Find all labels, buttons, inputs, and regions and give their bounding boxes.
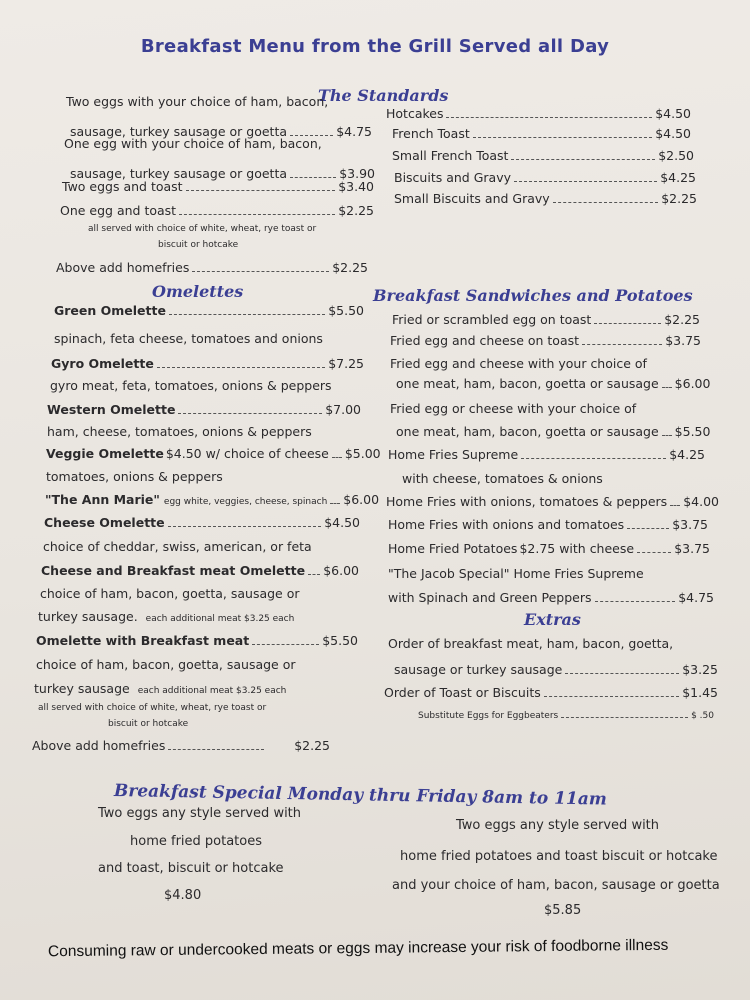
omelette-obm-price: $5.50 xyxy=(322,633,358,648)
omelette-veggie-price: $5.00 xyxy=(344,446,381,461)
omelette-cheese-price: $4.50 xyxy=(324,515,360,530)
sandwich-7-name: Home Fries with onions and tomatoes xyxy=(388,517,625,532)
leader-dots xyxy=(178,413,322,414)
standards-homefries-price: $2.25 xyxy=(332,260,368,275)
sandwich-8-row xyxy=(388,541,710,557)
standards-right-item-5 xyxy=(394,191,697,207)
special-left-price: $4.80 xyxy=(164,888,202,903)
standards-item-1-line2: sausage, turkey sausage or goetta xyxy=(70,124,288,139)
sandwich-4-row xyxy=(396,424,711,440)
omelettes-note-line1: all served with choice of white, wheat, rye toast or xyxy=(38,703,267,713)
leader-dots xyxy=(582,344,662,345)
leader-dots xyxy=(553,202,659,203)
standards-item-4-price: $2.25 xyxy=(338,203,374,218)
omelettes-homefries-row xyxy=(32,738,330,754)
sandwich-6-name: Home Fries with onions, tomatoes & peppers xyxy=(386,494,668,509)
special-heading: Breakfast Special Monday thru Friday 8am to 11am xyxy=(113,781,607,810)
omelette-cheese-desc: choice of cheddar, swiss, american, or feta xyxy=(43,539,312,554)
leader-dots xyxy=(179,214,335,215)
item-price: $2.25 xyxy=(661,191,697,206)
sandwich-9-row xyxy=(388,590,714,606)
leader-dots xyxy=(332,457,342,458)
omelette-cheese-row xyxy=(44,515,360,531)
sandwich-3-price: $6.00 xyxy=(674,376,711,391)
extra-3-name: Substitute Eggs for Eggbeaters xyxy=(418,711,559,721)
omelette-cheese-name: Cheese Omelette xyxy=(44,515,165,530)
omelettes-heading: Omelettes xyxy=(152,282,244,301)
sandwich-4-price: $5.50 xyxy=(674,424,711,439)
omelette-cbm-desc2-text: turkey sausage. xyxy=(38,609,138,624)
sandwich-2-row xyxy=(390,333,701,349)
omelette-western-row xyxy=(47,402,361,418)
item-name: Hotcakes xyxy=(386,106,444,121)
extra-1-price: $3.25 xyxy=(682,662,718,677)
sandwich-9-line1: "The Jacob Special" Home Fries Supreme xyxy=(388,566,644,581)
leader-dots xyxy=(308,574,320,575)
special-right-line3: and your choice of ham, bacon, sausage or goetta xyxy=(392,878,720,893)
sandwich-2-name: Fried egg and cheese on toast xyxy=(390,333,580,348)
omelette-gyro-name: Gyro Omelette xyxy=(51,356,154,371)
extra-1-line2: sausage or turkey sausage xyxy=(394,662,563,677)
standards-homefries-row xyxy=(56,260,368,276)
omelette-gyro-price: $7.25 xyxy=(328,356,364,371)
omelette-obm-desc2-text: turkey sausage xyxy=(34,681,130,696)
standards-item-3-name: Two eggs and toast xyxy=(62,179,183,194)
leader-dots xyxy=(157,367,325,368)
omelette-western-price: $7.00 xyxy=(325,402,361,417)
leader-dots xyxy=(595,601,676,602)
leader-dots xyxy=(565,673,679,674)
omelette-cbm-price: $6.00 xyxy=(323,563,359,578)
extras-heading: Extras xyxy=(524,610,581,629)
omelette-gyro-desc: gyro meat, feta, tomatoes, onions & peppers xyxy=(50,378,332,393)
leader-dots xyxy=(637,552,671,553)
omelette-cbm-desc2 xyxy=(38,609,294,627)
leader-dots xyxy=(670,505,680,506)
omelette-cbm-extra: each additional meat $3.25 each xyxy=(145,614,295,624)
standards-item-2-price: $3.90 xyxy=(339,166,375,181)
omelette-veggie-row xyxy=(46,446,381,462)
leader-dots xyxy=(169,314,325,315)
sandwiches-heading: Breakfast Sandwiches and Potatoes xyxy=(373,286,693,305)
standards-right-item-3 xyxy=(392,148,694,164)
omelette-annmarie-row xyxy=(45,492,380,510)
sandwich-8-price: $3.75 xyxy=(674,541,710,556)
leader-dots xyxy=(186,190,336,191)
omelette-veggie-desc: tomatoes, onions & peppers xyxy=(46,469,223,484)
item-name: French Toast xyxy=(392,126,470,141)
omelettes-homefries-price: $2.25 xyxy=(294,738,330,753)
standards-heading: The Standards xyxy=(318,86,449,105)
sandwich-6-row xyxy=(386,494,719,510)
omelette-veggie-name: Veggie Omelette xyxy=(46,446,164,461)
food-safety-warning: Consuming raw or undercooked meats or eggs may increase your risk of foodborne illness xyxy=(47,936,669,961)
item-name: Biscuits and Gravy xyxy=(394,170,511,185)
sandwich-3-line1: Fried egg and cheese with your choice of xyxy=(390,356,647,371)
extra-1-line1: Order of breakfast meat, ham, bacon, goetta, xyxy=(388,636,674,651)
omelettes-homefries-name: Above add homefries xyxy=(32,738,166,753)
omelettes-note-line2: biscuit or hotcake xyxy=(108,719,189,729)
sandwich-1-name: Fried or scrambled egg on toast xyxy=(392,312,592,327)
omelette-cbm-name: Cheese and Breakfast meat Omelette xyxy=(41,563,306,578)
sandwich-6-price: $4.00 xyxy=(683,494,719,509)
standards-right-item-1 xyxy=(386,106,691,122)
sandwich-2-price: $3.75 xyxy=(665,333,701,348)
omelette-obm-name: Omelette with Breakfast meat xyxy=(36,633,250,648)
omelette-western-name: Western Omelette xyxy=(47,402,176,417)
extra-2-name: Order of Toast or Biscuits xyxy=(384,685,541,700)
menu-title: Breakfast Menu from the Grill Served all Day xyxy=(140,36,610,57)
sandwich-3-row xyxy=(396,376,711,392)
item-price: $4.50 xyxy=(655,106,691,121)
standards-right-item-4 xyxy=(394,170,696,186)
omelette-obm-desc1: choice of ham, bacon, goetta, sausage or xyxy=(36,657,296,672)
leader-dots xyxy=(511,159,655,160)
omelette-cbm-row xyxy=(41,563,359,579)
omelette-green-price: $5.50 xyxy=(328,303,364,318)
standards-note-line2: biscuit or hotcake xyxy=(158,240,239,250)
standards-right-item-2 xyxy=(392,126,691,142)
leader-dots xyxy=(446,117,652,118)
sandwich-3-line2: one meat, ham, bacon, goetta or sausage xyxy=(396,376,659,391)
leader-dots xyxy=(168,749,264,750)
standards-item-1-line1: Two eggs with your choice of ham, bacon, xyxy=(66,94,329,109)
standards-note-line1: all served with choice of white, wheat, rye toast or xyxy=(88,224,317,234)
sandwich-4-line2: one meat, ham, bacon, goetta or sausage xyxy=(396,424,659,439)
leader-dots xyxy=(627,528,669,529)
omelette-green-row xyxy=(54,303,364,319)
standards-item-4-name: One egg and toast xyxy=(60,203,177,218)
sandwich-9-price: $4.75 xyxy=(678,590,714,605)
sandwich-4-line1: Fried egg or cheese with your choice of xyxy=(390,401,637,416)
leader-dots xyxy=(544,696,679,697)
special-left-line3: and toast, biscuit or hotcake xyxy=(98,861,284,876)
leader-dots xyxy=(168,526,322,527)
item-name: Small Biscuits and Gravy xyxy=(394,191,550,206)
leader-dots xyxy=(330,503,340,504)
leader-dots xyxy=(290,177,336,178)
omelette-annmarie-price: $6.00 xyxy=(343,492,380,507)
sandwich-5-price: $4.25 xyxy=(669,447,705,462)
standards-item-3-price: $3.40 xyxy=(338,179,374,194)
special-right-price: $5.85 xyxy=(544,903,582,918)
extra-1-row xyxy=(394,662,718,678)
special-left-line1: Two eggs any style served with xyxy=(98,806,302,821)
item-name: Small French Toast xyxy=(392,148,509,163)
standards-item-1-price: $4.75 xyxy=(336,124,372,139)
sandwich-8-mid: $2.75 with cheese xyxy=(519,541,635,556)
omelette-green-desc: spinach, feta cheese, tomatoes and onions xyxy=(54,331,323,346)
sandwich-9-line2: with Spinach and Green Peppers xyxy=(388,590,592,605)
sandwich-7-row xyxy=(388,517,708,533)
omelette-gyro-row xyxy=(51,356,364,372)
standards-item-3-row xyxy=(62,179,374,195)
extra-2-price: $1.45 xyxy=(682,685,718,700)
omelette-obm-extra: each additional meat $3.25 each xyxy=(137,686,287,696)
omelette-green-name: Green Omelette xyxy=(54,303,166,318)
omelette-annmarie-name: "The Ann Marie" xyxy=(45,492,160,507)
item-price: $4.25 xyxy=(660,170,696,185)
special-right-line1: Two eggs any style served with xyxy=(456,818,660,833)
leader-dots xyxy=(192,271,329,272)
leader-dots xyxy=(514,181,657,182)
item-price: $4.50 xyxy=(655,126,691,141)
omelette-annmarie-desc: egg white, veggies, cheese, spinach xyxy=(163,497,328,507)
omelette-western-desc: ham, cheese, tomatoes, onions & peppers xyxy=(47,424,312,439)
leader-dots xyxy=(662,435,672,436)
standards-item-4-row xyxy=(60,203,374,219)
sandwich-5-row xyxy=(388,447,705,463)
item-price: $2.50 xyxy=(658,148,694,163)
special-right-line2: home fried potatoes and toast biscuit or hotcake xyxy=(400,849,718,864)
sandwich-1-price: $2.25 xyxy=(664,312,700,327)
sandwich-5-desc: with cheese, tomatoes & onions xyxy=(402,471,603,486)
special-left-line2: home fried potatoes xyxy=(130,834,262,849)
extra-3-row xyxy=(418,708,714,724)
leader-dots xyxy=(252,644,319,645)
sandwich-1-row xyxy=(392,312,700,328)
standards-item-2-line2: sausage, turkey sausage or goetta xyxy=(70,166,288,181)
extra-3-price: $ .50 xyxy=(691,711,714,721)
sandwich-7-price: $3.75 xyxy=(672,517,708,532)
sandwich-5-name: Home Fries Supreme xyxy=(388,447,519,462)
leader-dots xyxy=(561,717,688,718)
leader-dots xyxy=(594,323,661,324)
leader-dots xyxy=(662,387,672,388)
omelette-obm-desc2 xyxy=(34,681,286,699)
standards-homefries-name: Above add homefries xyxy=(56,260,190,275)
standards-item-2-line1: One egg with your choice of ham, bacon, xyxy=(64,136,322,151)
sandwich-8-name: Home Fried Potatoes xyxy=(388,541,518,556)
omelette-veggie-mid: $4.50 w/ choice of cheese xyxy=(165,446,329,461)
extra-2-row xyxy=(384,685,718,701)
leader-dots xyxy=(473,137,652,138)
omelette-obm-row xyxy=(36,633,358,649)
omelette-cbm-desc1: choice of ham, bacon, goetta, sausage or xyxy=(40,586,300,601)
leader-dots xyxy=(521,458,666,459)
